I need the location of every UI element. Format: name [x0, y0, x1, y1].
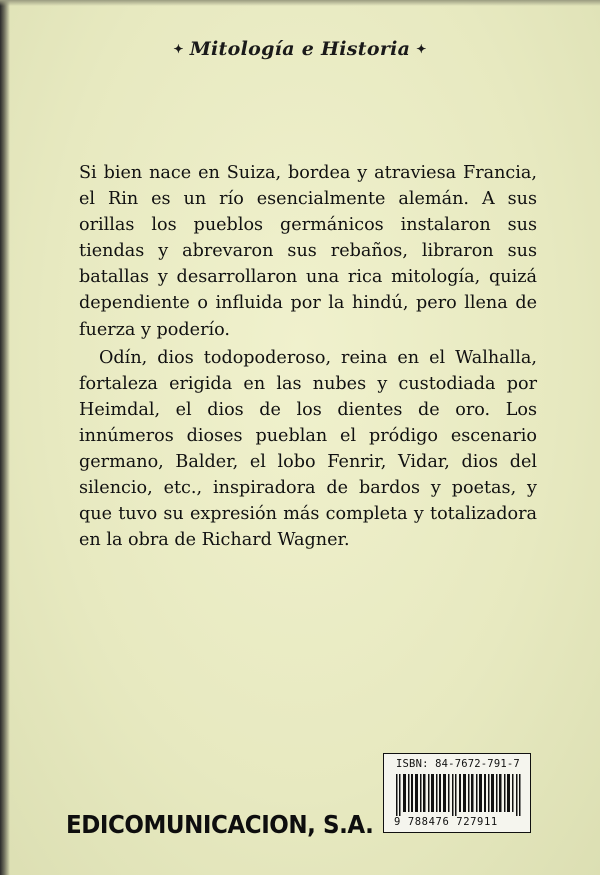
ornament-right-icon: ✦: [416, 42, 427, 56]
publisher-logo: EDICOMUNICACION, S.A.: [66, 810, 374, 839]
blurb-paragraph-1: Si bien nace en Suiza, bordea y atraviesa Francia, el Rin es un río esencialmente alemán. A sus orillas los pueblos germánicos instalaron sus tiendas y abrevaron sus rebaños, libraron sus batallas y desarrollaron una rica mitología, quizá dependiente o influida por la hindú, pero llena de fuerza y poderío.: [79, 163, 537, 340]
spine-shadow: [0, 0, 10, 875]
series-title: [0, 38, 600, 60]
isbn-barcode-box: [383, 753, 531, 833]
barcode-number: 9 788476 727911: [394, 816, 498, 828]
blurb-text: [79, 160, 537, 553]
barcode-icon: [394, 774, 522, 816]
blurb-paragraph-2: Odín, dios todopoderoso, reina en el Walhalla, fortaleza erigida en las nubes y custodiada por Heimdal, el dios de los dientes de oro. Los innúmeros dioses pueblan el pródigo escenario germano, Balder, el lobo Fenrir, Vidar, dios del silencio, etc., inspiradora de bardos y poetas, y que tuvo su expresión más completa y totalizadora en la obra de Richard Wagner.: [79, 347, 537, 551]
series-title-text: Mitología e Historia: [189, 38, 411, 60]
top-edge-shadow: [0, 0, 600, 6]
isbn-label: ISBN: 84-7672-791-7: [396, 758, 520, 770]
ornament-left-icon: ✦: [173, 42, 184, 56]
